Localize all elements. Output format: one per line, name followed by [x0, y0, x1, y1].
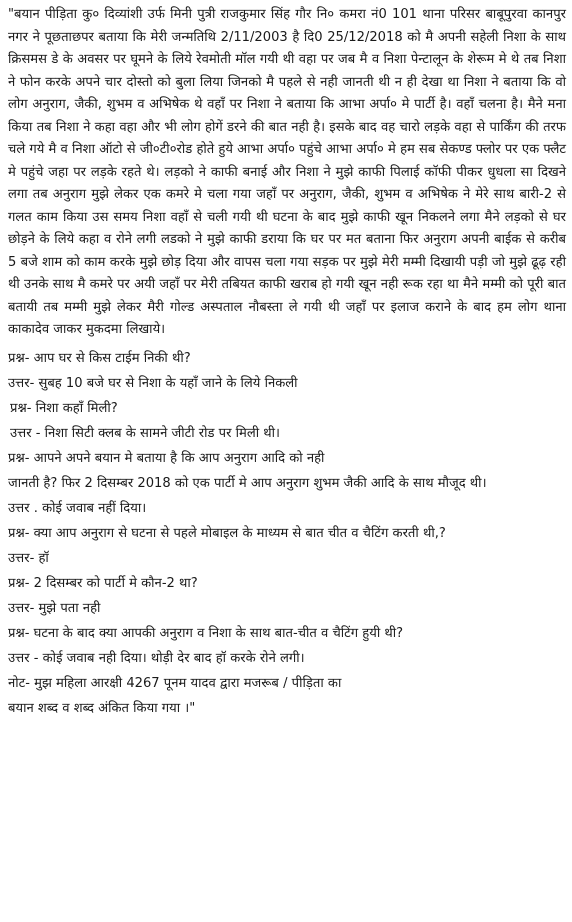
answer-no-reply-1: उत्तर . कोई जवाब नहीं दिया।	[8, 500, 147, 516]
note-line-2: बयान शब्द व शब्द अंकित किया गया ।"	[8, 700, 196, 716]
note-line-1: नोट- मुझ महिला आरक्षी 4267 पूनम यादव द्वारा मजरूब / पीड़िता का	[8, 675, 342, 691]
question-mobile-chat: प्रश्न- क्या आप अनुराग से घटना से पहले मोबाइल के माध्यम से बात चीत व चैटिंग करती थी,?	[8, 525, 446, 541]
question-know-anurag-continued: जानती है? फिर 2 दिसम्बर 2018 को एक पार्टी मे आप अनुराग शुभम जैकी आदि के साथ मौजूद थी।	[8, 475, 487, 491]
question-know-anurag: प्रश्न- आपने अपने बयान मे बताया है कि आप अनुराग आदि को नही	[8, 450, 325, 466]
question-answer-section	[8, 346, 566, 721]
answer-dont-know: उत्तर- मुझे पता नही	[8, 600, 101, 616]
statement-paragraph: "बयान पीड़िता कु० दिव्यांशी उर्फ मिनी पुत्री राजकुमार सिंह गौर नि० कमरा नं0 101 थाना परिसर बाबूपुरवा कानपुर नगर ने पूछताछपर बताया कि मेरी जन्मतिथि 2/11/2003 है दि0 25/12/2018 को मै अपनी सहेली निशा के साथ क्रिसमस डे के अवसर पर घूमने के लिये रेवमोती मॉल गयी थी वहा पर जब मै व निशा पेन्टालून के शेरूम मे थे तब निशा ने फोन करके अपने चार दोस्तो को बुला लिया जिनको मै पहले से नही जानती थी न ही देखा था निशा ने बताया कि वो लोग अनुराग, जैकी, शुभम व अभिषेक थे वहाँ पर निशा ने बताया कि आभा अर्पा० मे पार्टी है। वहाँ चलना है। मैने मना किया तब निशा ने कहा वहा और भी लोग होगें डरने की बात नही है। इसके बाद वह चारो लड़के वहा से पार्किंग की तरफ चले गये मै व निशा ऑटो से जी०टी०रोड होते हुये आभा अर्पा० पहुंचे आभा अर्पा० मे हम सब सेकण्ड फ्लोर पर एक फ्लैट मे पहुंचे जहा पर लड़के रहते थे। लड़को ने काफी बनाई और निशा ने मुझे काफी पिलाई कॉफी पीकर धुधला सा दिखने लगा तब अनुराग मुझे लेकर एक कमरे मे चला गया जहाँ पर अनुराग, जैकी, शुभम व अभिषेक ने मेरे साथ बारी-2 से गलत काम किया उस समय निशा वहाँ से चली गयी थी घटना के बाद मुझे काफी खून निकलने लगा मैने लड़को से घर छोड़ने के लिये कहा व रोने लगी लडको ने मुझे काफी डराया कि घर पर मत बताना फिर अनुराग अपनी बाईक से करीब 5 बजे शाम को काम करके मुझे छोड़ दिया और वापस चला गया सड़क पर मुझे मेरी मम्मी दिखायी पड़ी जो मुझे ढूढ़ रही थी उनके साथ मै कमरे पर अयी जहाँ पर मेरी तबियत काफी खराब हो गयी खून नही रूक रहा था मैने मम्मी को पूरी बात बतायी तब मम्मी मुझे लेकर मैरी गोल्ड अस्पताल नौबस्ता ले गयी थी जहाँ पर इलाज कराने के बाद हम लोग थाना काकादेव जाकर मुकदमा लिखाये।	[8, 7, 566, 337]
answer-where-met-nisha: उत्तर - निशा सिटी क्लब के सामने जीटी रोड पर मिली थी।	[10, 425, 281, 441]
question-party-attendees: प्रश्न- 2 दिसम्बर को पार्टी मे कौन-2 था?	[8, 575, 198, 591]
question-time-left: प्रश्न- आप घर से किस टाईम निकी थी?	[8, 350, 191, 366]
question-where-met-nisha: प्रश्न- निशा कहाँ मिली?	[10, 400, 118, 416]
answer-time-left: उत्तर- सुबह 10 बजे घर से निशा के यहाँ जाने के लिये निकली	[8, 375, 298, 391]
question-chat-after-incident: प्रश्न- घटना के बाद क्या आपकी अनुराग व निशा के साथ बात-चीत व चैटिंग हुयी थी?	[8, 625, 404, 641]
answer-yes: उत्तर- हॉ	[8, 550, 49, 566]
answer-no-reply-2: उत्तर - कोई जवाब नही दिया। थोड़ी देर बाद हॉ करके रोने लगी।	[8, 650, 305, 666]
